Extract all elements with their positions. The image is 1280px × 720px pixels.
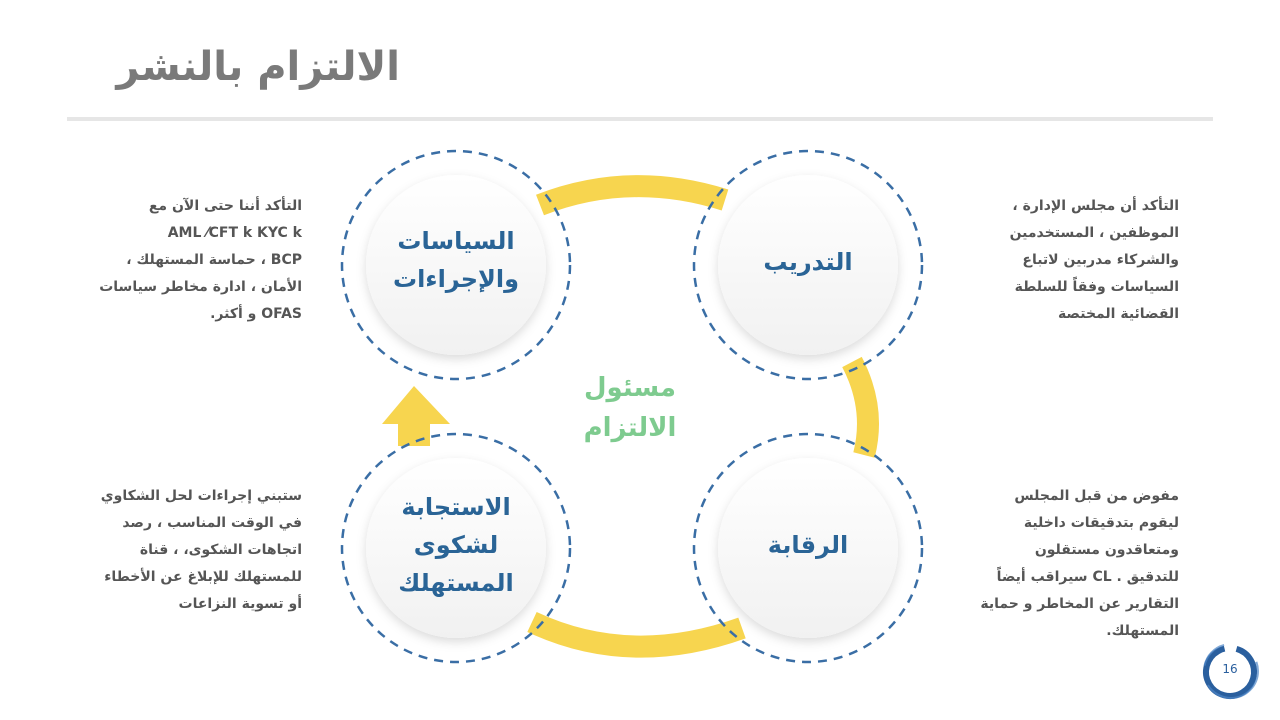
monitoring-circle-label: الرقابة (767, 531, 849, 559)
complaints-circle-label: الاستجابة لشكوى المستهلك (398, 493, 514, 597)
monitoring-description: مفوض من قبل المجلس ليقوم بتدقيقات داخلية ومتعاقدون مستقلون للتدقيق . CL سيراقب أيضاً التقارير عن المخاطر و حماية المستهلك. (980, 488, 1179, 639)
compliance-officer-label: مسئول الالتزام (583, 373, 677, 443)
training-circle-label: التدريب (763, 248, 853, 276)
slide-title: الالتزام بالنشر (116, 44, 400, 90)
cycle-arc-bottom (532, 622, 742, 647)
training-description: التأكد أن مجلس الإدارة ، الموظفين ، المستخدمين والشركاء مدربين لاتباع السياسات وفقاً للسلطة القضائية المختصة (1009, 198, 1179, 322)
cycle-arc-right (852, 362, 868, 455)
complaints-description: ستبني إجراءات لحل الشكاوي في الوقت المناسب ، رصد اتجاهات الشكوى، ، قناة للمستهلك للإبلاغ عن الأخطاء أو تسوية النزاعات (100, 488, 302, 612)
policies-circle-label: السياسات والإجراءات (392, 227, 520, 293)
up-arrow-icon (382, 386, 450, 446)
page-number: 16 (1222, 662, 1238, 676)
cycle-arc-top (540, 186, 725, 205)
policies-description: التأكد أننا حتى الآن مع AML ⁄CFT k KYC k BCP ، حماسة المستهلك ، الأمان ، ادارة مخاطر سياسات OFAS و أكثر. (99, 198, 302, 322)
